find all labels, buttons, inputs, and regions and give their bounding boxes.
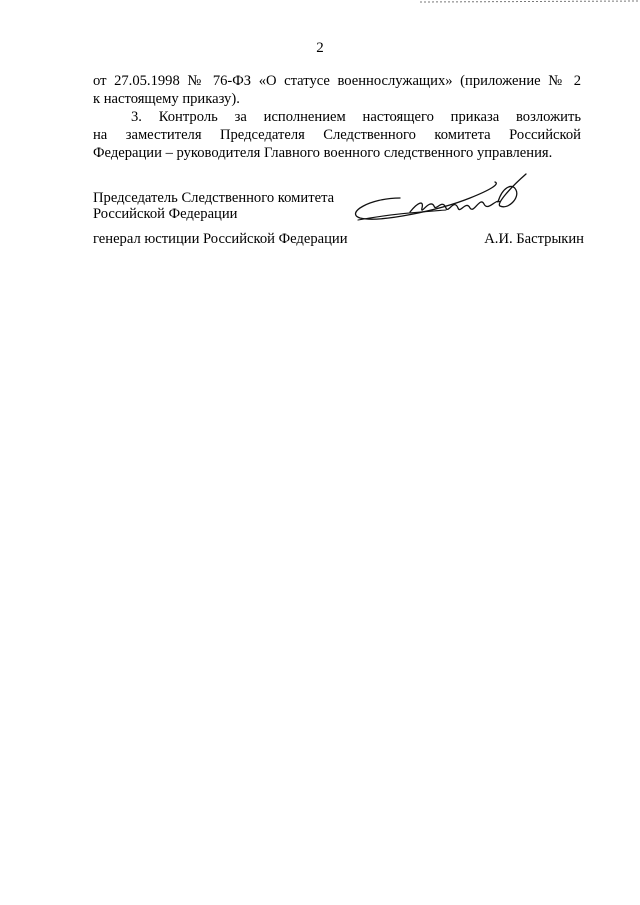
signatory-name: А.И. Бастрыкин bbox=[484, 231, 584, 247]
handwritten-signature-icon bbox=[350, 168, 540, 230]
page-number: 2 bbox=[316, 40, 324, 56]
scan-edge-mark bbox=[420, 0, 640, 10]
signatory-position bbox=[93, 190, 334, 222]
body-line-3: 3. Контроль за исполнением настоящего приказа возложить bbox=[131, 109, 581, 125]
body-line-5: Федерации – руководителя Главного военного следственного управления. bbox=[93, 145, 553, 161]
body-line-4: на заместителя Председателя Следственного комитета Российской bbox=[93, 127, 581, 143]
body-line-1: от 27.05.1998 № 76-ФЗ «О статусе военнослужащих» (приложение № 2 bbox=[93, 73, 581, 89]
body-line-2: к настоящему приказу). bbox=[93, 91, 240, 107]
signatory-rank: генерал юстиции Российской Федерации bbox=[93, 231, 348, 247]
signatory-position-line-1: Председатель Следственного комитета bbox=[93, 190, 335, 206]
signatory-position-line-2: Российской Федерации bbox=[93, 206, 238, 222]
